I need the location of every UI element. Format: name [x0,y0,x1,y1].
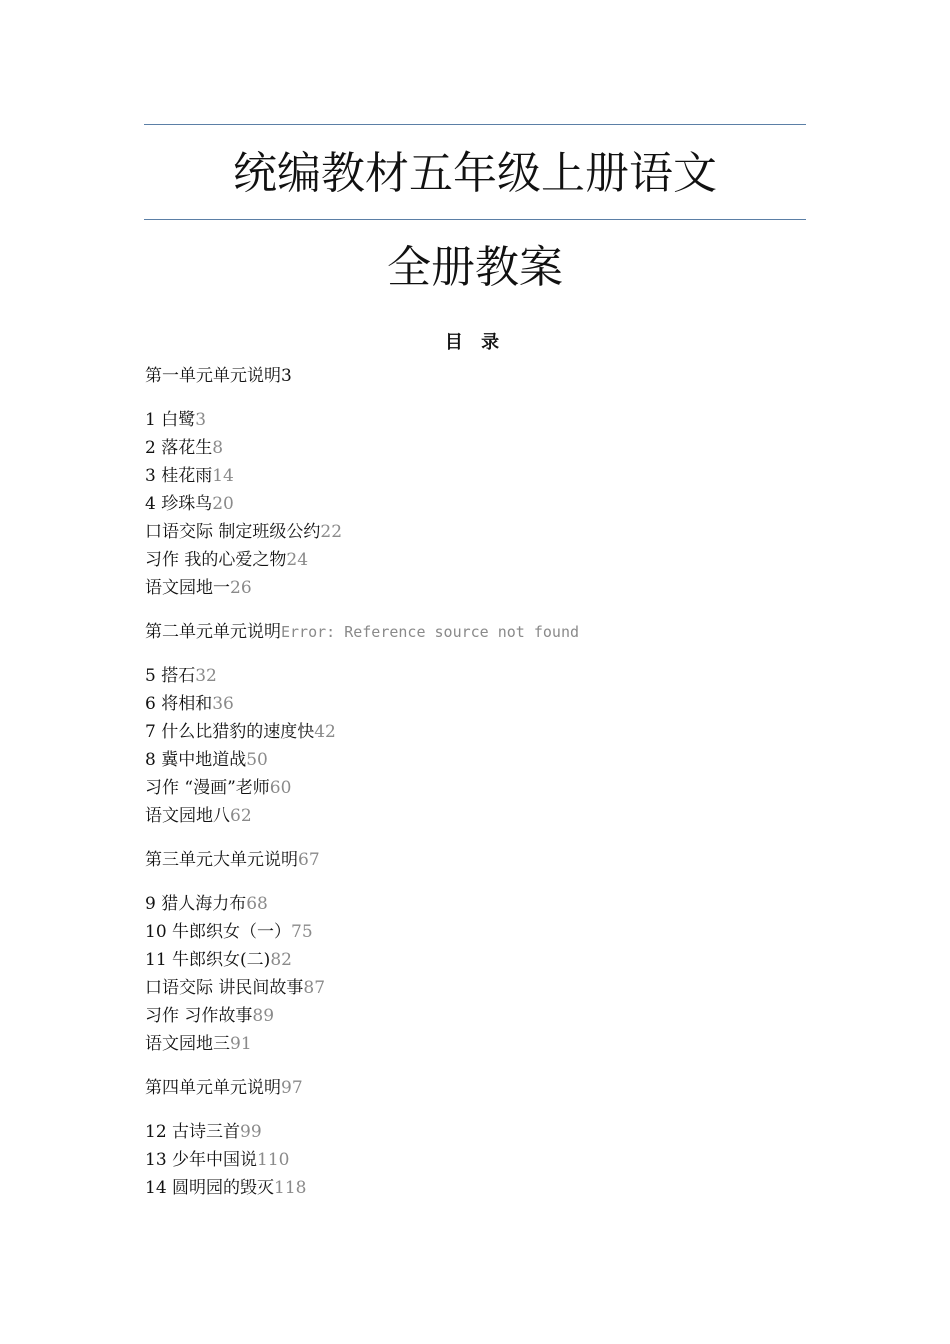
toc-entry[interactable] [145,462,845,490]
toc-unit-entry[interactable] [145,1074,845,1102]
toc-unit-entry[interactable] [145,846,845,874]
toc-entry-title: 8 冀中地道战 [145,750,247,770]
title-divider-rule [144,219,806,220]
toc-entry-page-number: 62 [230,806,252,826]
toc-entry-title: 语文园地八 [145,806,230,826]
toc-entry[interactable] [145,974,845,1002]
toc-entry[interactable] [145,774,845,802]
toc-entry-title: 第四单元单元说明 [145,1078,281,1098]
toc-entry[interactable] [145,890,845,918]
toc-entry[interactable] [145,1002,845,1030]
toc-entry-title: 第三单元大单元说明 [145,850,298,870]
toc-entry[interactable] [145,690,845,718]
toc-entry[interactable] [145,434,845,462]
toc-entry[interactable] [145,490,845,518]
toc-entry-title: 12 古诗三首 [145,1122,241,1142]
toc-entry[interactable] [145,718,845,746]
toc-entry[interactable] [145,662,845,690]
toc-entry-page-number: 118 [274,1178,307,1198]
toc-entry-title: 习作 “漫画”老师 [145,778,270,798]
toc-entry[interactable] [145,802,845,830]
toc-entry-title: 习作 习作故事 [145,1006,253,1026]
toc-entry-page-number: 20 [212,494,234,514]
toc-entry-title: 7 什么比猎豹的速度快 [145,722,315,742]
toc-entry-title: 第二单元单元说明 [145,622,281,642]
toc-heading: 目 录 [444,332,506,353]
toc-entry[interactable] [145,1030,845,1058]
toc-entry-title: 13 少年中国说 [145,1150,258,1170]
toc-entry-page-number: 110 [257,1150,290,1170]
document-title-line-1: 统编教材五年级上册语文 [233,148,717,199]
toc-entry-title: 1 白鹭 [145,410,196,430]
toc-entry-page-number: 26 [230,578,252,598]
toc-entry-title: 第一单元单元说明 [145,366,281,386]
toc-entry-page-number: 68 [246,894,268,914]
toc-entry-title: 2 落花生 [145,438,213,458]
toc-entry-title: 习作 我的心爱之物 [145,550,287,570]
toc-entry[interactable] [145,406,845,434]
toc-entry-title: 5 搭石 [145,666,196,686]
toc-entry-page-number: 3 [195,410,207,430]
toc-entry-title: 口语交际 讲民间故事 [145,978,304,998]
toc-entry-page-number: 87 [303,978,326,998]
toc-entry-title: 4 珍珠鸟 [145,494,213,514]
toc-entry-page-number: 50 [246,750,268,770]
document-title-line-2: 全册教案 [387,242,563,293]
toc-entry-title: 3 桂花雨 [145,466,213,486]
toc-entry-page-number: 82 [270,950,292,970]
toc-entry-title: 语文园地三 [145,1034,230,1054]
toc-entry-title: 9 猎人海力布 [145,894,247,914]
toc-entry-page-number: 97 [281,1078,303,1098]
toc-entry[interactable] [145,574,845,602]
toc-entry-title: 10 牛郎织女（一） [145,922,292,942]
toc-entry[interactable] [145,518,845,546]
top-rule [144,124,806,125]
toc-entry-page-number: 42 [314,722,336,742]
toc-unit-entry[interactable] [145,618,845,646]
toc-entry-page-number: 67 [298,850,320,870]
toc-entry-page-number: 60 [269,778,292,798]
toc-entry-page-number: 32 [195,666,217,686]
toc-entry[interactable] [145,946,845,974]
toc-entry-page-number: 14 [212,466,234,486]
toc-entry-title: 11 牛郎织女(二) [145,950,271,970]
toc-entry[interactable] [145,546,845,574]
table-of-contents [145,362,845,1202]
toc-entry-page-number: 22 [320,522,343,542]
toc-entry-page-number: 75 [291,922,313,942]
toc-entry[interactable] [145,1146,845,1174]
toc-entry[interactable] [145,918,845,946]
toc-unit-entry[interactable] [145,362,845,390]
toc-entry-page-number: 24 [286,550,309,570]
toc-entry[interactable] [145,1118,845,1146]
toc-entry-page-number: 91 [230,1034,252,1054]
toc-entry-title: 口语交际 制定班级公约 [145,522,321,542]
toc-entry-page-number: 36 [212,694,234,714]
toc-entry-title: 6 将相和 [145,694,213,714]
toc-entry[interactable] [145,746,845,774]
toc-entry-page-number: 3 [281,366,292,386]
toc-entry[interactable] [145,1174,845,1202]
toc-entry-page-number: 99 [240,1122,262,1142]
toc-entry-title: 14 圆明园的毁灭 [145,1178,275,1198]
toc-entry-page-number: 8 [212,438,224,458]
toc-entry-page-number: Error: Reference source not found [281,623,580,641]
toc-entry-page-number: 89 [252,1006,275,1026]
toc-entry-title: 语文园地一 [145,578,230,598]
